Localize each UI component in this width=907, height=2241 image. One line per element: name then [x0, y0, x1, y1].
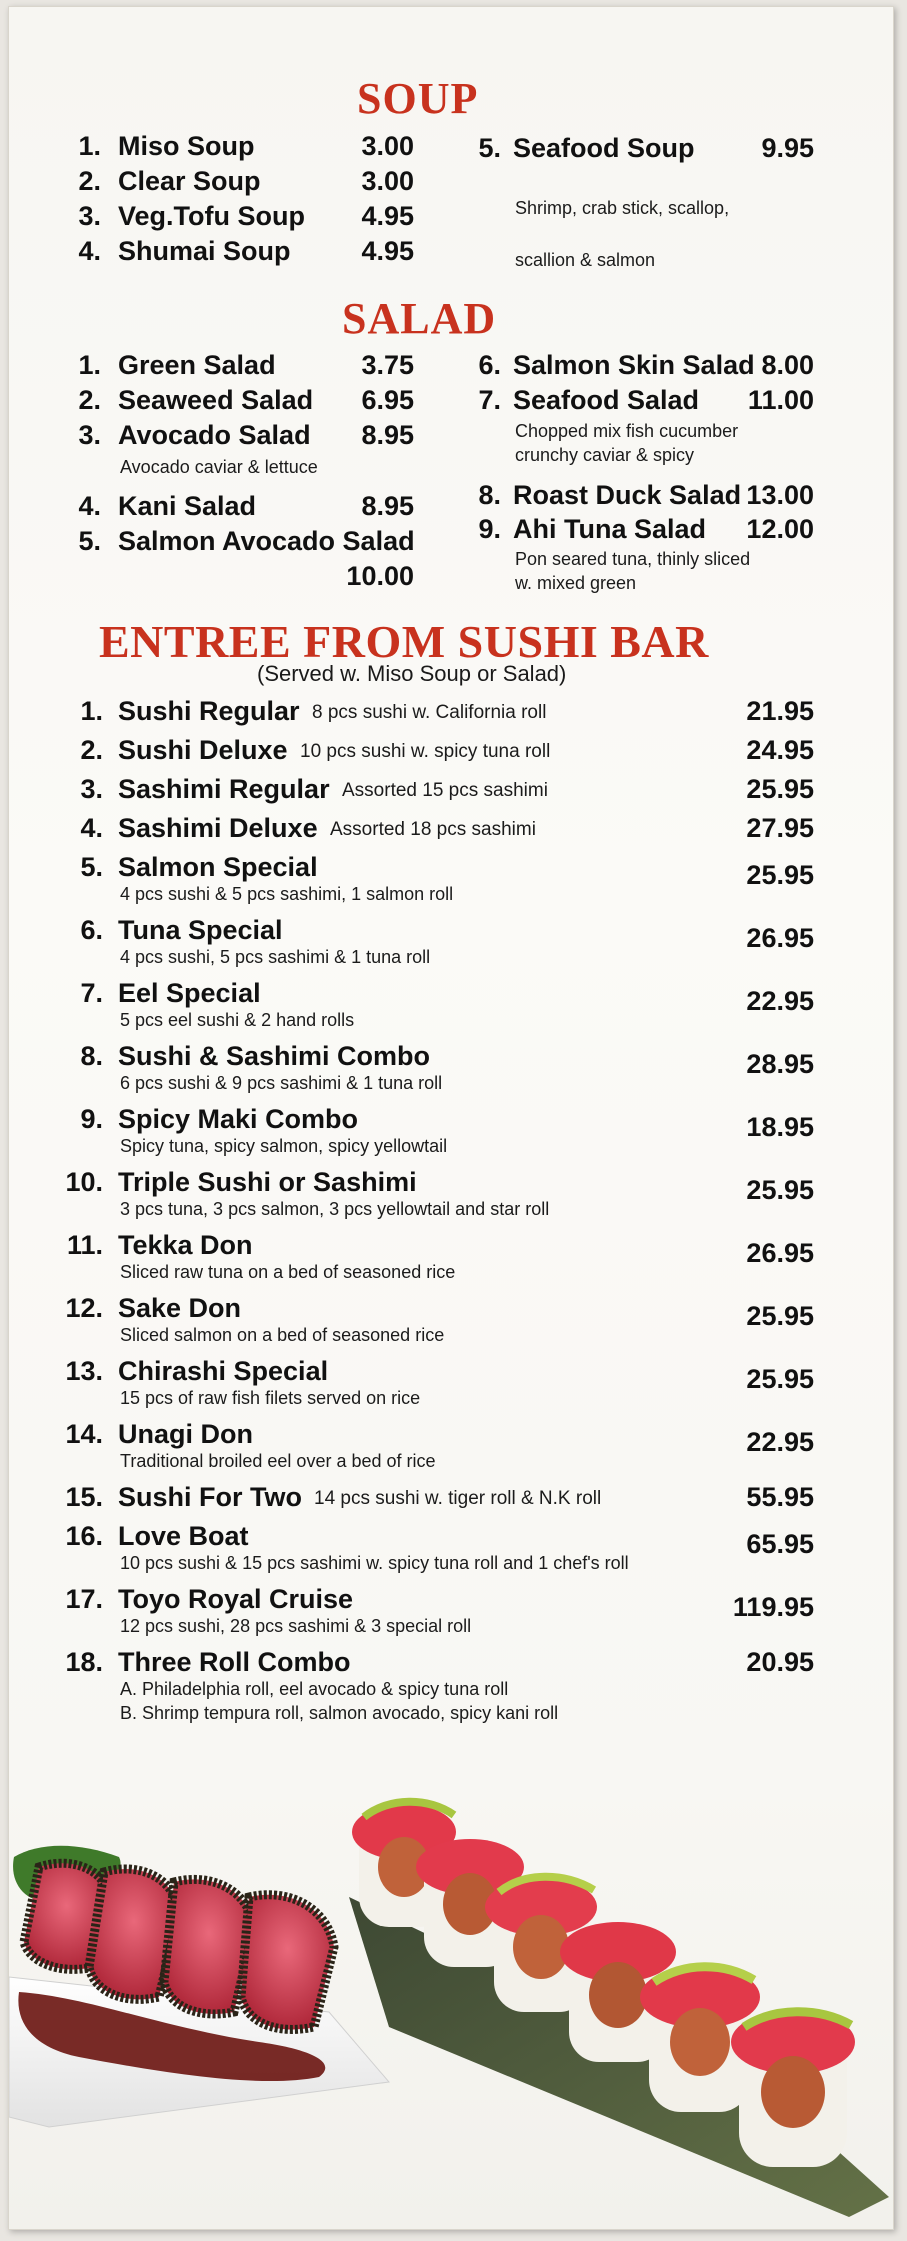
item-description: Shrimp, crab stick, scallop, — [515, 198, 730, 218]
item-number: 1. — [78, 350, 101, 380]
item-name: Miso Soup — [118, 131, 255, 161]
item-name: Toyo Royal Cruise — [118, 1584, 354, 1614]
item-number: 9. — [478, 514, 501, 544]
item-name: Roast Duck Salad — [513, 480, 742, 510]
item-price: 3.00 — [361, 166, 414, 196]
item-name: Sake Don — [118, 1293, 242, 1323]
item-description: w. mixed green — [515, 573, 637, 593]
item-number: 12. — [65, 1293, 103, 1323]
item-name: Avocado Salad — [118, 420, 311, 450]
item-description: Chopped mix fish cucumber — [515, 421, 739, 441]
item-name: Triple Sushi or Sashimi — [118, 1167, 417, 1197]
item-description: Avocado caviar & lettuce — [120, 457, 318, 477]
item-number: 16. — [65, 1521, 103, 1551]
item-price: 65.95 — [746, 1529, 814, 1559]
item-number: 1. — [80, 696, 103, 726]
item-description: A. Philadelphia roll, eel avocado & spicy tuna roll — [120, 1679, 509, 1699]
item-price: 6.95 — [361, 385, 414, 415]
item-name: Shumai Soup — [118, 236, 291, 266]
item-number: 5. — [80, 852, 103, 882]
item-name: Sushi Deluxe — [118, 735, 288, 765]
item-price: 4.95 — [361, 201, 414, 231]
item-description: Sliced raw tuna on a bed of seasoned rice — [120, 1262, 456, 1282]
item-number: 11. — [66, 1230, 103, 1260]
item-description: 15 pcs of raw fish filets served on rice — [120, 1388, 421, 1408]
item-number: 3. — [78, 420, 101, 450]
item-number: 14. — [65, 1419, 103, 1449]
item-number: 3. — [78, 201, 101, 231]
item-price: 13.00 — [746, 480, 814, 510]
item-number: 4. — [78, 491, 101, 521]
item-name: Unagi Don — [118, 1419, 253, 1449]
item-price: 3.00 — [361, 131, 414, 161]
item-price: 9.95 — [761, 133, 814, 163]
item-name: Eel Special — [118, 978, 261, 1008]
item-name: Ahi Tuna Salad — [513, 514, 707, 544]
item-price: 20.95 — [746, 1647, 814, 1677]
item-price: 24.95 — [746, 735, 814, 765]
item-name: Sushi Regular — [118, 696, 300, 726]
item-name: Three Roll Combo — [118, 1647, 351, 1677]
item-price: 25.95 — [746, 1175, 814, 1205]
item-number: 9. — [80, 1104, 103, 1134]
sushi-roll-image — [329, 1777, 893, 2227]
item-price: 21.95 — [746, 696, 814, 726]
item-price: 10.00 — [346, 561, 414, 591]
item-name: Veg.Tofu Soup — [118, 201, 305, 231]
item-price: 12.00 — [746, 514, 814, 544]
item-price: 25.95 — [746, 774, 814, 804]
item-name: Clear Soup — [118, 166, 261, 196]
item-number: 2. — [78, 385, 101, 415]
item-number: 18. — [65, 1647, 103, 1677]
item-description: crunchy caviar & spicy — [515, 445, 695, 465]
soup-heading: SOUP — [357, 74, 479, 123]
item-number: 1. — [78, 131, 101, 161]
item-name: Salmon Skin Salad — [513, 350, 755, 380]
entree-subtitle: (Served w. Miso Soup or Salad) — [257, 661, 567, 686]
item-name: Sashimi Deluxe — [118, 813, 318, 843]
item-price: 8.95 — [361, 491, 414, 521]
item-price: 25.95 — [746, 1301, 814, 1331]
item-description: 8 pcs sushi w. California roll — [312, 702, 547, 723]
item-name: Salmon Avocado Salad — [118, 526, 415, 556]
item-description: 4 pcs sushi, 5 pcs sashimi & 1 tuna roll — [120, 947, 431, 967]
item-number: 3. — [80, 774, 103, 804]
item-number: 6. — [80, 915, 103, 945]
item-price: 18.95 — [746, 1112, 814, 1142]
item-price: 28.95 — [746, 1049, 814, 1079]
item-name: Tuna Special — [118, 915, 283, 945]
item-price: 119.95 — [732, 1592, 814, 1622]
item-description: 6 pcs sushi & 9 pcs sashimi & 1 tuna roll — [120, 1073, 443, 1093]
item-description: B. Shrimp tempura roll, salmon avocado, spicy kani roll — [120, 1703, 559, 1723]
item-number: 17. — [65, 1584, 103, 1614]
item-price: 4.95 — [361, 236, 414, 266]
item-price: 26.95 — [746, 923, 814, 953]
item-price: 25.95 — [746, 860, 814, 890]
item-price: 27.95 — [746, 813, 814, 843]
item-price: 55.95 — [746, 1482, 814, 1512]
item-price: 8.95 — [361, 420, 414, 450]
item-number: 15. — [65, 1482, 103, 1512]
item-name: Sushi & Sashimi Combo — [118, 1041, 431, 1071]
item-number: 4. — [78, 236, 101, 266]
item-description: 10 pcs sushi w. spicy tuna roll — [300, 741, 551, 762]
item-name: Spicy Maki Combo — [118, 1104, 359, 1134]
item-description: scallion & salmon — [515, 250, 656, 270]
item-number: 5. — [478, 133, 501, 163]
item-description: Spicy tuna, spicy salmon, spicy yellowtail — [120, 1136, 448, 1156]
item-name: Kani Salad — [118, 491, 257, 521]
item-number: 7. — [80, 978, 103, 1008]
item-description: Sliced salmon on a bed of seasoned rice — [120, 1325, 445, 1345]
item-description: 3 pcs tuna, 3 pcs salmon, 3 pcs yellowtail and star roll — [120, 1199, 550, 1219]
item-name: Green Salad — [118, 350, 276, 380]
item-price: 26.95 — [746, 1238, 814, 1268]
item-description: Pon seared tuna, thinly sliced — [515, 549, 751, 569]
item-number: 13. — [65, 1356, 103, 1386]
item-number: 8. — [80, 1041, 103, 1071]
item-price: 22.95 — [746, 986, 814, 1016]
item-number: 2. — [78, 166, 101, 196]
item-name: Seafood Salad — [513, 385, 700, 415]
item-price: 3.75 — [361, 350, 414, 380]
item-name: Sushi For Two — [118, 1482, 302, 1512]
item-description: Traditional broiled eel over a bed of rice — [120, 1451, 436, 1471]
item-number: 8. — [478, 480, 501, 510]
item-price: 8.00 — [761, 350, 814, 380]
item-number: 10. — [65, 1167, 103, 1197]
item-number: 4. — [80, 813, 103, 843]
item-name: Chirashi Special — [118, 1356, 329, 1386]
item-name: Seafood Soup — [513, 133, 695, 163]
item-description: 14 pcs sushi w. tiger roll & N.K roll — [314, 1488, 602, 1509]
item-number: 5. — [78, 526, 101, 556]
item-name: Tekka Don — [118, 1230, 253, 1260]
item-price: 25.95 — [746, 1364, 814, 1394]
menu-page — [8, 6, 894, 2230]
item-description: Assorted 18 pcs sashimi — [330, 819, 536, 840]
item-description: 10 pcs sushi & 15 pcs sashimi w. spicy tuna roll and 1 chef's roll — [120, 1553, 629, 1573]
item-name: Sashimi Regular — [118, 774, 330, 804]
item-number: 7. — [478, 385, 501, 415]
item-number: 6. — [478, 350, 501, 380]
item-description: 12 pcs sushi, 28 pcs sashimi & 3 special roll — [120, 1616, 472, 1636]
entree-heading: ENTREE FROM SUSHI BAR — [99, 616, 709, 667]
item-description: 4 pcs sushi & 5 pcs sashimi, 1 salmon roll — [120, 884, 454, 904]
salad-heading: SALAD — [342, 294, 497, 343]
item-description: 5 pcs eel sushi & 2 hand rolls — [120, 1010, 355, 1030]
item-name: Love Boat — [118, 1521, 249, 1551]
item-number: 2. — [80, 735, 103, 765]
item-name: Seaweed Salad — [118, 385, 314, 415]
item-price: 22.95 — [746, 1427, 814, 1457]
item-price: 11.00 — [747, 385, 814, 415]
item-name: Salmon Special — [118, 852, 318, 882]
item-description: Assorted 15 pcs sashimi — [342, 780, 548, 801]
